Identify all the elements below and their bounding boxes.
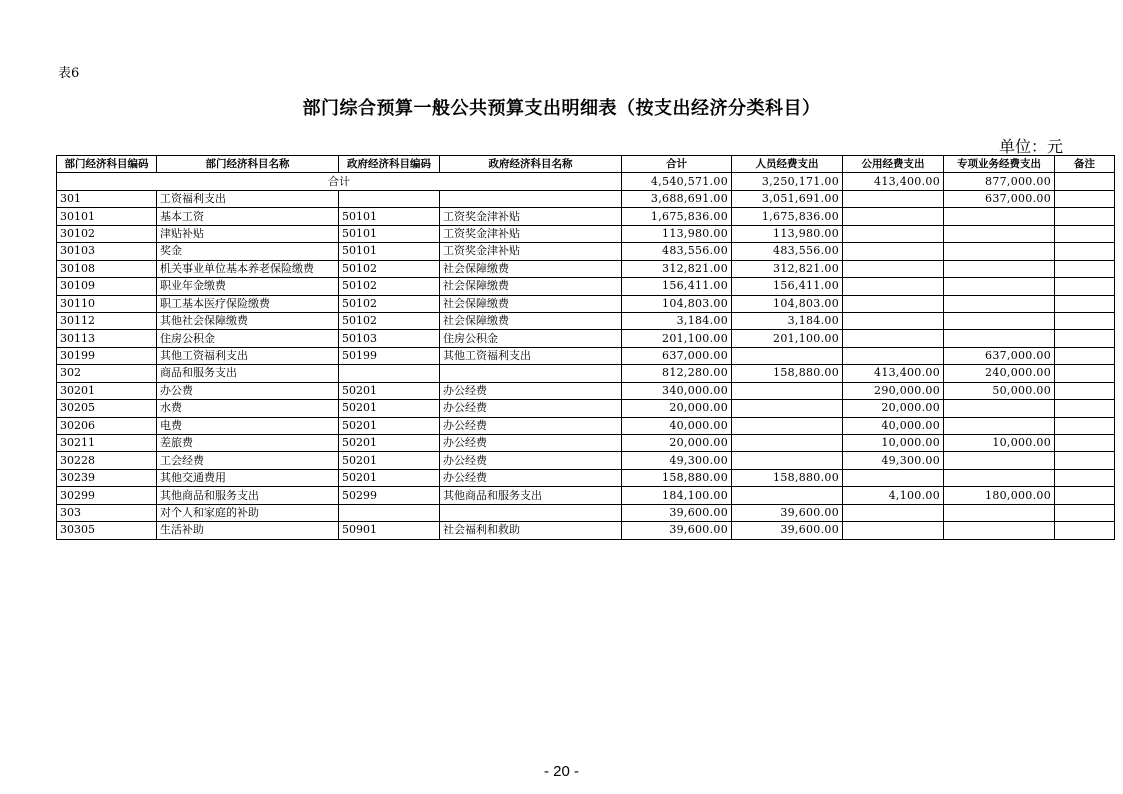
table-row (57, 190, 1115, 207)
cell-public: 49,300.00 (843, 452, 944, 469)
cell-gov-code: 50901 (339, 522, 440, 539)
table-row (57, 295, 1115, 312)
cell-dept-code: 30201 (57, 382, 157, 399)
cell-public: 290,000.00 (843, 382, 944, 399)
cell-total: 312,821.00 (622, 260, 732, 277)
unit-label: 单位：元 (998, 137, 1063, 156)
total-public: 413,400.00 (843, 173, 944, 190)
cell-personnel: 201,100.00 (732, 330, 843, 347)
cell-special (944, 417, 1055, 434)
header-note: 备注 (1055, 156, 1115, 173)
cell-gov-code (339, 365, 440, 382)
cell-dept-name: 职业年金缴费 (157, 278, 339, 295)
header-gov-code: 政府经济科目编码 (339, 156, 440, 173)
cell-personnel: 158,880.00 (732, 365, 843, 382)
header-gov-name: 政府经济科目名称 (440, 156, 622, 173)
cell-total: 104,803.00 (622, 295, 732, 312)
cell-personnel: 3,184.00 (732, 312, 843, 329)
cell-personnel (732, 452, 843, 469)
cell-gov-code: 50102 (339, 295, 440, 312)
cell-total: 340,000.00 (622, 382, 732, 399)
cell-special (944, 330, 1055, 347)
cell-gov-name: 办公经费 (440, 469, 622, 486)
cell-gov-name (440, 365, 622, 382)
cell-gov-name: 社会福利和救助 (440, 522, 622, 539)
cell-gov-code: 50101 (339, 243, 440, 260)
cell-note (1055, 382, 1115, 399)
cell-gov-code: 50201 (339, 400, 440, 417)
total-total: 4,540,571.00 (622, 173, 732, 190)
cell-personnel: 39,600.00 (732, 504, 843, 521)
cell-special (944, 504, 1055, 521)
cell-gov-name: 工资奖金津补贴 (440, 208, 622, 225)
cell-special (944, 522, 1055, 539)
cell-special: 637,000.00 (944, 190, 1055, 207)
cell-dept-name: 差旅费 (157, 435, 339, 452)
cell-note (1055, 469, 1115, 486)
cell-dept-code: 30103 (57, 243, 157, 260)
cell-note (1055, 365, 1115, 382)
cell-dept-code: 30299 (57, 487, 157, 504)
cell-dept-name: 其他工资福利支出 (157, 347, 339, 364)
cell-gov-code: 50101 (339, 208, 440, 225)
table-row (57, 435, 1115, 452)
cell-total: 40,000.00 (622, 417, 732, 434)
cell-special (944, 295, 1055, 312)
cell-dept-name: 津贴补贴 (157, 225, 339, 242)
cell-public: 413,400.00 (843, 365, 944, 382)
cell-special: 50,000.00 (944, 382, 1055, 399)
cell-public (843, 243, 944, 260)
header-personnel: 人员经费支出 (732, 156, 843, 173)
cell-personnel (732, 400, 843, 417)
cell-note (1055, 522, 1115, 539)
cell-public: 40,000.00 (843, 417, 944, 434)
cell-dept-code: 30110 (57, 295, 157, 312)
table-row (57, 487, 1115, 504)
cell-dept-name: 电费 (157, 417, 339, 434)
cell-special: 637,000.00 (944, 347, 1055, 364)
cell-public: 4,100.00 (843, 487, 944, 504)
cell-note (1055, 452, 1115, 469)
cell-note (1055, 190, 1115, 207)
cell-total: 156,411.00 (622, 278, 732, 295)
cell-gov-code: 50201 (339, 382, 440, 399)
cell-note (1055, 260, 1115, 277)
cell-gov-name: 住房公积金 (440, 330, 622, 347)
cell-gov-name: 社会保障缴费 (440, 295, 622, 312)
cell-note (1055, 278, 1115, 295)
cell-personnel (732, 382, 843, 399)
cell-total: 39,600.00 (622, 504, 732, 521)
table-row (57, 522, 1115, 539)
cell-public (843, 330, 944, 347)
cell-dept-code: 30102 (57, 225, 157, 242)
cell-gov-name: 办公经费 (440, 435, 622, 452)
cell-dept-name: 对个人和家庭的补助 (157, 504, 339, 521)
cell-gov-code: 50102 (339, 312, 440, 329)
cell-public (843, 190, 944, 207)
cell-special (944, 312, 1055, 329)
total-personnel: 3,250,171.00 (732, 173, 843, 190)
cell-total: 812,280.00 (622, 365, 732, 382)
table-row (57, 400, 1115, 417)
cell-dept-code: 30205 (57, 400, 157, 417)
table-row (57, 260, 1115, 277)
cell-total: 1,675,836.00 (622, 208, 732, 225)
cell-special: 240,000.00 (944, 365, 1055, 382)
cell-public (843, 504, 944, 521)
cell-gov-code: 50199 (339, 347, 440, 364)
cell-total: 113,980.00 (622, 225, 732, 242)
header-total: 合计 (622, 156, 732, 173)
cell-dept-name: 办公费 (157, 382, 339, 399)
cell-personnel: 104,803.00 (732, 295, 843, 312)
cell-dept-name: 住房公积金 (157, 330, 339, 347)
cell-public (843, 347, 944, 364)
table-row (57, 365, 1115, 382)
cell-special (944, 225, 1055, 242)
cell-note (1055, 435, 1115, 452)
cell-public (843, 469, 944, 486)
cell-special (944, 208, 1055, 225)
table-row (57, 469, 1115, 486)
table-row (57, 243, 1115, 260)
cell-dept-code: 302 (57, 365, 157, 382)
cell-note (1055, 312, 1115, 329)
cell-gov-code (339, 504, 440, 521)
cell-total: 201,100.00 (622, 330, 732, 347)
cell-gov-name: 其他工资福利支出 (440, 347, 622, 364)
cell-total: 49,300.00 (622, 452, 732, 469)
cell-dept-name: 其他社会保障缴费 (157, 312, 339, 329)
cell-dept-code: 30211 (57, 435, 157, 452)
header-public: 公用经费支出 (843, 156, 944, 173)
table-row (57, 330, 1115, 347)
cell-gov-code (339, 190, 440, 207)
cell-dept-code: 30112 (57, 312, 157, 329)
cell-gov-code: 50101 (339, 225, 440, 242)
cell-dept-code: 301 (57, 190, 157, 207)
cell-gov-code: 50201 (339, 435, 440, 452)
cell-public: 10,000.00 (843, 435, 944, 452)
cell-dept-name: 职工基本医疗保险缴费 (157, 295, 339, 312)
cell-dept-code: 303 (57, 504, 157, 521)
cell-public (843, 260, 944, 277)
cell-gov-name: 工资奖金津补贴 (440, 225, 622, 242)
cell-gov-name (440, 504, 622, 521)
header-dept-code: 部门经济科目编码 (57, 156, 157, 173)
cell-dept-name: 机关事业单位基本养老保险缴费 (157, 260, 339, 277)
cell-gov-name: 工资奖金津补贴 (440, 243, 622, 260)
cell-dept-name: 其他交通费用 (157, 469, 339, 486)
cell-gov-name: 社会保障缴费 (440, 312, 622, 329)
cell-note (1055, 347, 1115, 364)
table-row (57, 417, 1115, 434)
cell-gov-code: 50201 (339, 469, 440, 486)
cell-special (944, 278, 1055, 295)
total-row (57, 173, 1115, 190)
cell-dept-name: 生活补助 (157, 522, 339, 539)
cell-personnel (732, 417, 843, 434)
header-row (57, 156, 1115, 173)
cell-gov-name: 社会保障缴费 (440, 278, 622, 295)
total-special: 877,000.00 (944, 173, 1055, 190)
table-row (57, 452, 1115, 469)
cell-total: 39,600.00 (622, 522, 732, 539)
cell-gov-name: 其他商品和服务支出 (440, 487, 622, 504)
cell-personnel: 156,411.00 (732, 278, 843, 295)
cell-note (1055, 208, 1115, 225)
cell-gov-code: 50201 (339, 417, 440, 434)
cell-note (1055, 504, 1115, 521)
cell-dept-name: 其他商品和服务支出 (157, 487, 339, 504)
cell-dept-name: 工资福利支出 (157, 190, 339, 207)
cell-public (843, 225, 944, 242)
cell-dept-name: 基本工资 (157, 208, 339, 225)
cell-gov-name: 办公经费 (440, 417, 622, 434)
table-number: 表6 (58, 66, 80, 81)
cell-note (1055, 243, 1115, 260)
cell-gov-code: 50103 (339, 330, 440, 347)
cell-dept-name: 工会经费 (157, 452, 339, 469)
table-row (57, 382, 1115, 399)
document-title: 部门综合预算一般公共预算支出明细表（按支出经济分类科目） (302, 98, 821, 119)
cell-dept-code: 30108 (57, 260, 157, 277)
cell-gov-name: 办公经费 (440, 400, 622, 417)
cell-personnel: 1,675,836.00 (732, 208, 843, 225)
cell-note (1055, 400, 1115, 417)
cell-special (944, 452, 1055, 469)
cell-dept-code: 30305 (57, 522, 157, 539)
cell-special (944, 400, 1055, 417)
cell-personnel (732, 347, 843, 364)
cell-special: 180,000.00 (944, 487, 1055, 504)
cell-dept-code: 30101 (57, 208, 157, 225)
cell-public (843, 208, 944, 225)
cell-public (843, 522, 944, 539)
page-number: - 20 - (543, 763, 579, 780)
cell-total: 483,556.00 (622, 243, 732, 260)
table-row (57, 278, 1115, 295)
table-row (57, 312, 1115, 329)
cell-special: 10,000.00 (944, 435, 1055, 452)
cell-personnel (732, 487, 843, 504)
table-row (57, 225, 1115, 242)
cell-public: 20,000.00 (843, 400, 944, 417)
cell-dept-name: 商品和服务支出 (157, 365, 339, 382)
header-dept-name: 部门经济科目名称 (157, 156, 339, 173)
cell-gov-name: 社会保障缴费 (440, 260, 622, 277)
cell-dept-code: 30113 (57, 330, 157, 347)
cell-dept-code: 30109 (57, 278, 157, 295)
cell-gov-code: 50102 (339, 260, 440, 277)
cell-total: 184,100.00 (622, 487, 732, 504)
cell-note (1055, 225, 1115, 242)
cell-personnel: 483,556.00 (732, 243, 843, 260)
cell-public (843, 295, 944, 312)
total-label: 合计 (57, 173, 622, 190)
cell-note (1055, 417, 1115, 434)
cell-total: 158,880.00 (622, 469, 732, 486)
cell-dept-code: 30206 (57, 417, 157, 434)
cell-total: 20,000.00 (622, 400, 732, 417)
table-row (57, 504, 1115, 521)
cell-gov-name: 办公经费 (440, 382, 622, 399)
cell-total: 20,000.00 (622, 435, 732, 452)
cell-special (944, 469, 1055, 486)
cell-public (843, 278, 944, 295)
cell-note (1055, 330, 1115, 347)
table-row (57, 208, 1115, 225)
cell-gov-code: 50299 (339, 487, 440, 504)
cell-total: 3,184.00 (622, 312, 732, 329)
cell-total: 3,688,691.00 (622, 190, 732, 207)
cell-gov-name (440, 190, 622, 207)
cell-personnel: 113,980.00 (732, 225, 843, 242)
cell-note (1055, 487, 1115, 504)
cell-personnel: 3,051,691.00 (732, 190, 843, 207)
cell-special (944, 260, 1055, 277)
budget-table (56, 155, 1115, 540)
cell-special (944, 243, 1055, 260)
cell-dept-code: 30199 (57, 347, 157, 364)
cell-personnel: 312,821.00 (732, 260, 843, 277)
cell-gov-name: 办公经费 (440, 452, 622, 469)
cell-total: 637,000.00 (622, 347, 732, 364)
cell-personnel: 39,600.00 (732, 522, 843, 539)
table-row (57, 347, 1115, 364)
cell-personnel (732, 435, 843, 452)
cell-public (843, 312, 944, 329)
cell-dept-code: 30239 (57, 469, 157, 486)
cell-dept-name: 奖金 (157, 243, 339, 260)
header-special: 专项业务经费支出 (944, 156, 1055, 173)
cell-gov-code: 50102 (339, 278, 440, 295)
total-note (1055, 173, 1115, 190)
cell-dept-name: 水费 (157, 400, 339, 417)
cell-gov-code: 50201 (339, 452, 440, 469)
cell-personnel: 158,880.00 (732, 469, 843, 486)
cell-note (1055, 295, 1115, 312)
cell-dept-code: 30228 (57, 452, 157, 469)
